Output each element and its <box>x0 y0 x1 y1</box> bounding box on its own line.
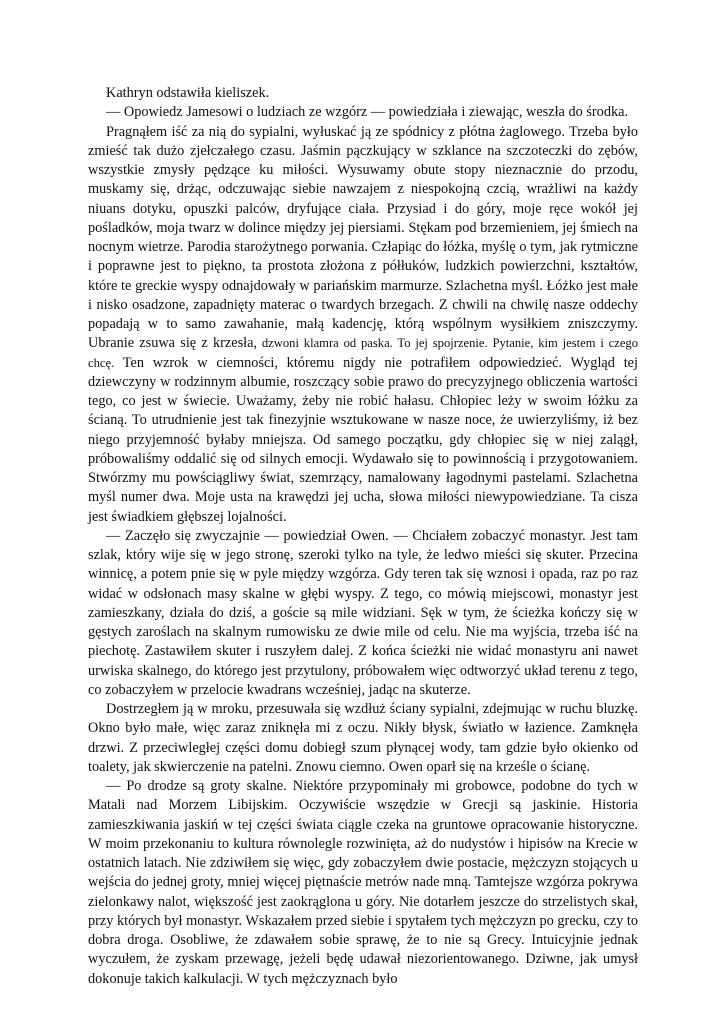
document-body <box>88 84 638 989</box>
paragraph-1 <box>88 84 638 103</box>
paragraph-6 <box>88 777 638 989</box>
paragraph-text: Ten wzrok w ciemności, któremu nigdy nie potrafiłem odpowiedzieć. Wygląd tej dziewczyny w rodzinnym albumie, roszczący sobie prawo do precyzyjnego obliczenia wartości tego, co jest w świecie. Uważamy, żeby nie robić hałasu. Chłopiec leży w swoim łóżku za ścianą. To utrudnienie jest tak finezyjnie wsztukowane w nasze noce, że uwierzyliśmy, iż bez niego przyjemność byłaby mniejsza. Od samego początku, gdy chłopiec się w niej zalągł, próbowaliśmy oddalić się od silnych emocji. Wydawało się to powinnością i przygotowaniem. Stwórzmy mu powściągliwy świat, szemrzący, namalowany łagodnymi pastelami. Szlachetna myśl numer dwa. Moje usta na krawędzi jej ucha, słowa miłości niewypowiedziane. Ta cisza jest świadkiem głębszej lojalności. <box>88 354 638 525</box>
paragraph-3 <box>88 123 638 527</box>
paragraph-text: — Zaczęło się zwyczajnie — powiedział Owen. — Chciałem zobaczyć monastyr. Jest tam szlak, który wije się w jego stronę, szeroki tylko na tyle, że ledwo mieści się skuter. Przecina winnicę, a potem pnie się w pyle między wzgórza. Gdy teren tak się wznosi i opada, raz po raz widać w odsłonach masy skalne w głębi wyspy. Z tego, co mówią miejscowi, monastyr jest zamieszkany, działa do dziś, a goście są mile widziani. Sęk w tym, że ścieżka kończy się w gęstych zaroślach na skalnym rumowisku ze dwie mile od celu. Nie ma wyjścia, trzeba iść na piechotę. Zastawiłem skuter i ruszyłem dalej. Z końca ścieżki nie widać monastyru ani nawet urwiska skalnego, do którego jest przytulony, próbowałem więc odtworzyć układ terenu z tego, co zobaczyłem w przelocie kwadrans wcześniej, jadąc na skuterze. <box>88 527 638 698</box>
paragraph-text: — Opowiedz Jamesowi o ludziach ze wzgórz — powiedziała i ziewając, weszła do środka. <box>106 104 629 121</box>
paragraph-5 <box>88 700 638 777</box>
paragraph-text: — Po drodze są groty skalne. Niektóre przypominały mi grobowce, podobne do tych w Matali nad Morzem Libijskim. Oczywiście wszędzie w Grecji są jaskinie. Historia zamieszkiwania jaskiń w tej części świata ciągle czeka na gruntowe opracowanie historyczne. W moim przekonaniu to kultura równolegle rozwinięta, aż do nudystów i hipisów na Krecie w ostatnich latach. Nie zdziwiłem się więc, gdy zobaczyłem dwie postacie, mężczyzn stojących u wejścia do jednej groty, mniej więcej piętnaście metrów nade mną. Tamtejsze wzgórza pokrywa zielonkawy nalot, większość jest zaokrąglona u góry. Nie dotarłem jeszcze do strzelistych skał, przy których był monastyr. Wskazałem przed siebie i spytałem tych mężczyzn po grecku, czy to dobra droga. Osobliwe, że zdawałem sobie sprawę, że to nie są Grecy. Intuicyjnie jednak wyczułem, że zyskam przewagę, jeżeli będę udawał niezorientowanego. Dziwne, jak umysł dokonuje takich kalkulacji. W tych mężczyznach było <box>88 778 638 987</box>
paragraph-text: Pragnąłem iść za nią do sypialni, wyłuskać ją ze spódnicy z płótna żaglowego. Trzeba było zmieść tak dużo zjełczałego czasu. Jaśmin pączkujący w szklance na szczoteczki do zębów, wszystkie zmysły pędzące ku miłości. Wysuwamy obute stopy nieznacznie do przodu, muskamy się, drżąc, odczuwając siebie nawzajem z niespokojną czcią, wrażliwi na każdy niuans dotyku, opuszki palców, dryfujące ciała. Przysiad i do góry, moje ręce wokół jej pośladków, moja twarz w dolince między jej piersiami. Stękam pod brzemieniem, jej śmiech na nocnym wietrze. Parodia starożytnego porwania. Człapiąc do łóżka, myślę o tym, jak rytmiczne i poprawne jest to piękno, ta prostota złożona z półłuków, ludzkich powierzchni, kształtów, które te greckie wyspy odnajdowały w pariańskim marmurze. Szlachetna myśl. Łóżko jest małe i nisko osadzone, zapadnięty materac o twardych brzegach. Z chwili na chwilę nasze oddechy popadają w to samo zawahanie, małą kadencję, którą wspólnym wysiłkiem zniszczymy. Ubranie zsuwa się z krzesła, <box>88 123 638 352</box>
paragraph-2 <box>88 103 638 122</box>
paragraph-text: Kathryn odstawiła kieliszek. <box>106 85 270 101</box>
paragraph-text-small: dzwoni klamra od paska. To jej spojrzenie. Pytanie, kim jestem i czego chcę. <box>88 336 639 370</box>
paragraph-4 <box>88 527 638 700</box>
paragraph-text: Dostrzegłem ją w mroku, przesuwała się wzdłuż ściany sypialni, zdejmując w ruchu bluzkę. Okno było małe, więc zaraz zniknęła mi z oczu. Nikły błysk, światło w łazience. Zamknęła drzwi. Z przeciwległej części domu dobiegł szum płynącej wody, tam gdzie było okienko od toalety, jak skwierczenie na patelni. Znowu ciemno. Owen oparł się na krześle o ścianę. <box>88 701 638 775</box>
